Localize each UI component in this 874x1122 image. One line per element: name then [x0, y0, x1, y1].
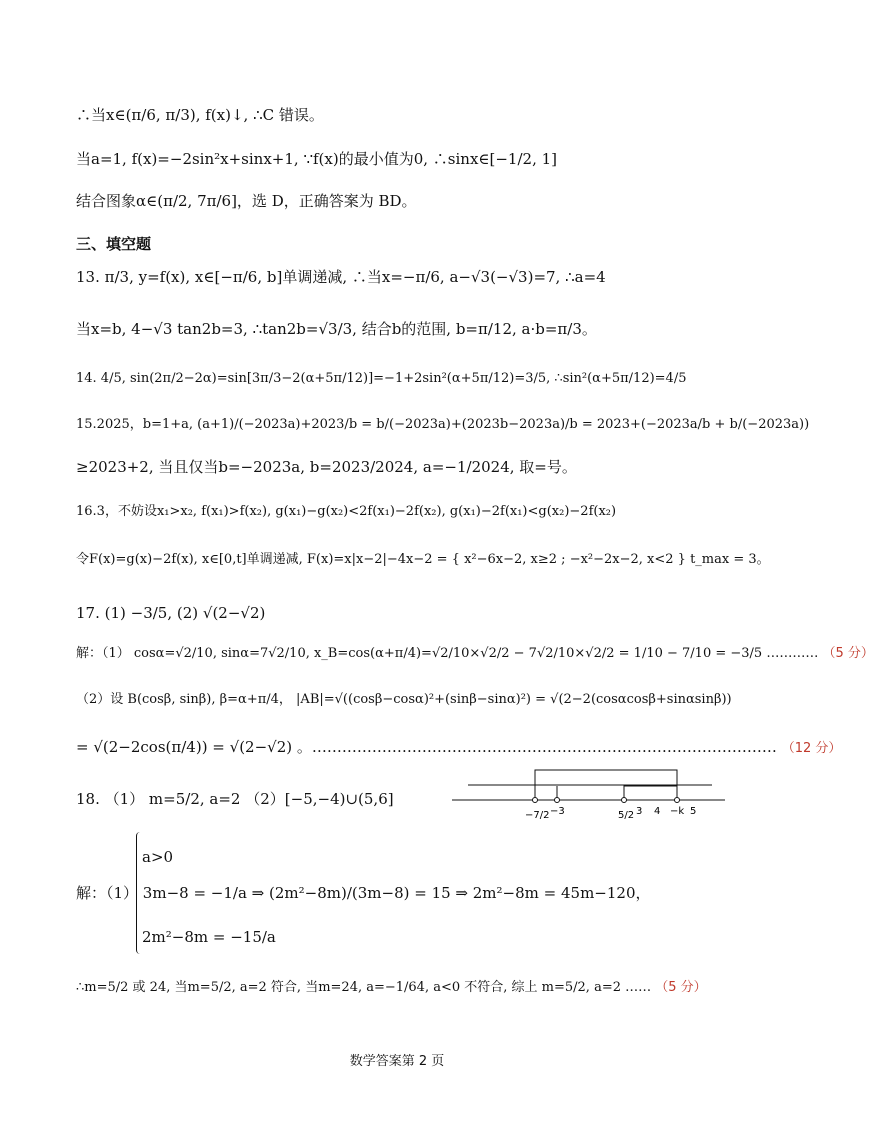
tick-label-neg-k: −k [670, 806, 685, 817]
point-5-2 [622, 798, 627, 803]
problem-17-solution-3 [76, 736, 841, 757]
problem-15-line-1: 15.2025，b=1+a, (a+1)/(−2023a)+2023/b = b/(−2023a)+(2023b−2023a)/b = 2023+(−2023a/b + b/(−2023a)) [76, 417, 810, 432]
point-neg-k [675, 798, 680, 803]
interval-left [535, 770, 677, 800]
text-line-2: 当a=1, f(x)=−2sin²x+sinx+1, ∵f(x)的最小值为0, ∴sinx∈[−1/2, 1] [76, 150, 557, 168]
point-neg-3 [555, 798, 560, 803]
tick-label-5: 5 [690, 806, 697, 817]
solution-17-part1: 解：（1） cosα=√2/10, sinα=7√2/10, x_B=cos(α+π/4)=√2/10×√2/2 − 7√2/10×√2/2 = 1/10 − 7/10 = −3/5 ………… [76, 646, 819, 661]
tick-label-neg-7-2: −7/2 [525, 810, 550, 821]
system-line-3: 2m²−8m = −15/a [142, 928, 276, 946]
tick-label-4: 4 [654, 806, 661, 817]
tick-label-3: 3 [636, 806, 643, 817]
solution-17-part2: = √(2−2cos(π/4)) = √(2−√2) 。………………………………………………………………………………… [76, 738, 777, 756]
problem-17-answer: 17. (1) −3/5, (2) √(2−√2) [76, 604, 266, 622]
problem-18-solution-1: 解：（1） 3m−8 = −1/a ⇒ (2m²−8m)/(3m−8) = 15 ⇒ 2m²−8m = 45m−120， [76, 884, 651, 902]
problem-16-line-1: 16.3，不妨设x₁>x₂, f(x₁)>f(x₂), g(x₁)−g(x₂)<2f(x₁)−2f(x₂), g(x₁)−2f(x₁)<g(x₂)−2f(x₂) [76, 504, 617, 519]
score-5-b: （5 分） [655, 980, 707, 995]
problem-18-answer: 18. （1） m=5/2, a=2 （2）[−5,−4)∪(5,6] [76, 790, 394, 808]
problem-13-line-1: 13. π/3, y=f(x), x∈[−π/6, b]单调递减, ∴当x=−π/6, a−√3(−√3)=7, ∴a=4 [76, 268, 606, 286]
score-5-a: （5 分） [822, 646, 874, 661]
text-line-1: ∴当x∈(π/6, π/3), f(x)↓, ∴C 错误。 [76, 106, 324, 124]
page-footer: 数学答案第 2 页 [349, 1054, 445, 1069]
problem-17-solution-1 [76, 642, 874, 661]
conclusion-text: ∴m=5/2 或 24, 当m=5/2, a=2 符合, 当m=24, a=−1/64, a<0 不符合, 综上 m=5/2, a=2 …… [76, 980, 652, 995]
problem-16-line-2: 令F(x)=g(x)−2f(x), x∈[0,t]单调递减, F(x)=x|x−2|−4x−2 = { x²−6x−2, x≥2 ; −x²−2x−2, x<2 } t_max = 3。 [76, 552, 770, 567]
problem-15-line-2: ≥2023+2, 当且仅当b=−2023a, b=2023/2024, a=−1/2024, 取=号。 [76, 458, 577, 476]
tick-label-neg-3: −3 [550, 806, 565, 817]
tick-label-5-2: 5/2 [618, 810, 635, 821]
system-line-1: a>0 [142, 848, 174, 866]
problem-18-conclusion [76, 976, 707, 995]
point-neg-7-2 [533, 798, 538, 803]
score-12: （12 分） [781, 741, 842, 756]
problem-13-line-2: 当x=b, 4−√3 tan2b=3, ∴tan2b=√3/3, 结合b的范围, b=π/12, a·b=π/3。 [76, 320, 597, 338]
problem-17-solution-2: （2）设 B(cosβ, sinβ), β=α+π/4， |AB|=√((cosβ−cosα)²+(sinβ−sinα)²) = √(2−2(cosαcosβ+sinαsinβ)) [76, 692, 732, 707]
section-heading: 三、填空题 [76, 235, 152, 253]
text-line-3: 结合图象α∈(π/2, 7π/6]，选 D，正确答案为 BD。 [76, 192, 417, 210]
problem-14-line: 14. 4/5, sin(2π/2−2α)=sin[3π/3−2(α+5π/12)]=−1+2sin²(α+5π/12)=3/5, ∴sin²(α+5π/12)=4/5 [76, 371, 687, 386]
interval-mid [624, 786, 677, 800]
